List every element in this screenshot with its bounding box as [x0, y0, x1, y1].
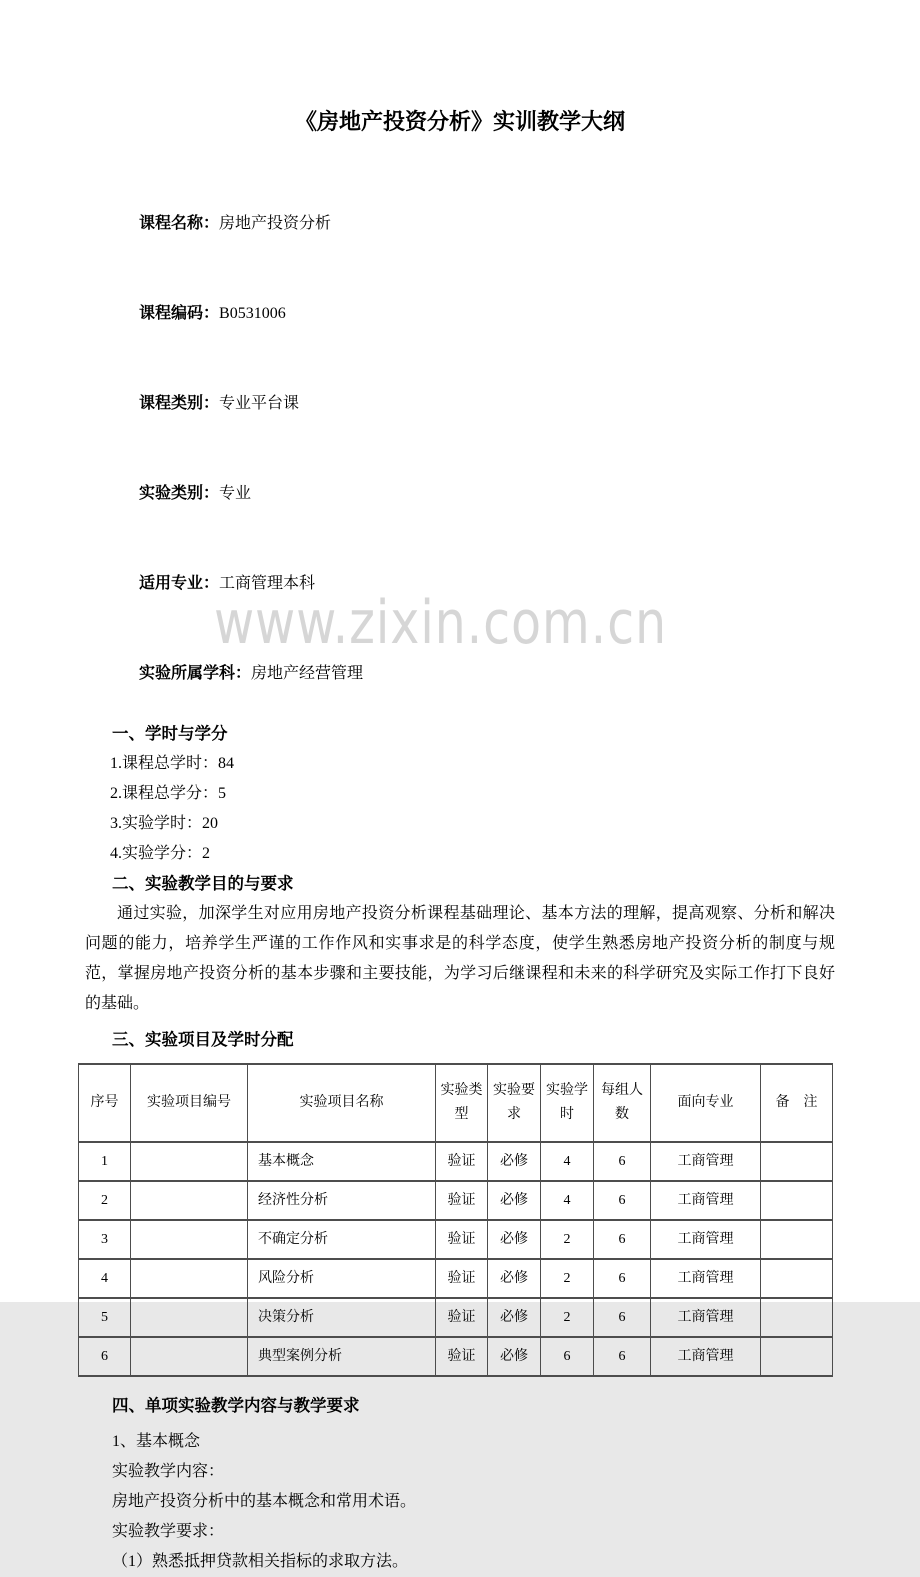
table-row	[79, 1181, 833, 1220]
cell-target-major: 工商管理	[651, 1298, 761, 1337]
cell-group-size: 6	[594, 1337, 651, 1376]
course-name-label: 课程名称：	[139, 215, 220, 232]
cell-exp-hours: 2	[541, 1298, 594, 1337]
teaching-requirement-label: 实验教学要求：	[112, 1523, 225, 1540]
cell-project-name: 不确定分析	[248, 1220, 436, 1259]
cell-group-size: 6	[594, 1220, 651, 1259]
cell-seq: 1	[79, 1142, 131, 1181]
cell-project-name: 风险分析	[248, 1259, 436, 1298]
col-header-remarks: 备 注	[761, 1064, 833, 1142]
cell-exp-type: 验证	[436, 1220, 488, 1259]
course-category-value: 专业平台课	[219, 395, 300, 412]
cell-project-code	[131, 1298, 248, 1337]
cell-exp-type: 验证	[436, 1337, 488, 1376]
section3-heading: 三、实验项目及学时分配	[112, 1031, 294, 1049]
section1-item-total-hours: 1.课程总学时：84	[110, 755, 235, 772]
experiment-category-value: 专业	[219, 485, 252, 502]
cell-remarks	[761, 1298, 833, 1337]
cell-project-code	[131, 1337, 248, 1376]
section1-item-lab-hours: 3.实验学时：20	[110, 815, 219, 832]
section4-heading: 四、单项实验教学内容与教学要求	[112, 1397, 360, 1415]
course-code-value: B0531006	[219, 305, 286, 322]
cell-seq: 4	[79, 1259, 131, 1298]
cell-project-name: 典型案例分析	[248, 1337, 436, 1376]
cell-exp-hours: 2	[541, 1220, 594, 1259]
cell-project-code	[131, 1142, 248, 1181]
cell-seq: 2	[79, 1181, 131, 1220]
course-name-value: 房地产投资分析	[219, 215, 332, 232]
experiment-discipline-value: 房地产经营管理	[251, 665, 364, 682]
col-header-exp-requirement: 实验要求	[488, 1064, 541, 1142]
table-header-row	[79, 1064, 833, 1142]
col-header-project-name: 实验项目名称	[248, 1064, 436, 1142]
cell-remarks	[761, 1337, 833, 1376]
teaching-content-text: 房地产投资分析中的基本概念和常用术语。	[112, 1493, 417, 1510]
cell-remarks	[761, 1142, 833, 1181]
cell-exp-requirement: 必修	[488, 1259, 541, 1298]
cell-exp-hours: 6	[541, 1337, 594, 1376]
cell-seq: 3	[79, 1220, 131, 1259]
table-row	[79, 1259, 833, 1298]
cell-group-size: 6	[594, 1298, 651, 1337]
cell-exp-requirement: 必修	[488, 1142, 541, 1181]
cell-exp-type: 验证	[436, 1142, 488, 1181]
page-title: 《房地产投资分析》实训教学大纲	[294, 109, 625, 134]
cell-group-size: 6	[594, 1259, 651, 1298]
cell-project-name: 决策分析	[248, 1298, 436, 1337]
col-header-exp-hours: 实验学时	[541, 1064, 594, 1142]
table-row	[79, 1142, 833, 1181]
cell-project-code	[131, 1181, 248, 1220]
course-category-label: 课程类别：	[139, 395, 220, 412]
course-code-label: 课程编码：	[139, 305, 220, 322]
course-info-line	[115, 269, 835, 359]
section2-heading: 二、实验教学目的与要求	[112, 875, 294, 893]
cell-group-size: 6	[594, 1142, 651, 1181]
course-info-line	[115, 359, 835, 449]
col-header-exp-type: 实验类型	[436, 1064, 488, 1142]
section1-item-lab-credits: 4.实验学分：2	[110, 845, 211, 862]
course-info-line	[115, 449, 835, 539]
table-row	[79, 1298, 833, 1337]
experiment-category-label: 实验类别：	[139, 485, 220, 502]
course-info-line	[115, 539, 835, 629]
cell-project-code	[131, 1220, 248, 1259]
cell-exp-requirement: 必修	[488, 1181, 541, 1220]
cell-target-major: 工商管理	[651, 1142, 761, 1181]
cell-exp-hours: 4	[541, 1181, 594, 1220]
table-row	[79, 1337, 833, 1376]
applicable-major-value: 工商管理本科	[219, 575, 316, 592]
cell-exp-type: 验证	[436, 1181, 488, 1220]
col-header-target-major: 面向专业	[651, 1064, 761, 1142]
col-header-project-code: 实验项目编号	[131, 1064, 248, 1142]
watermark-text: www.zixin.com.cn	[214, 588, 668, 658]
teaching-requirement-item: （1）熟悉抵押贷款相关指标的求取方法。	[112, 1553, 409, 1570]
course-info-line	[115, 629, 835, 719]
col-header-seq: 序号	[79, 1064, 131, 1142]
table-row	[79, 1220, 833, 1259]
section1-heading: 一、学时与学分	[112, 725, 228, 743]
applicable-major-label: 适用专业：	[139, 575, 220, 592]
cell-exp-hours: 4	[541, 1142, 594, 1181]
section4-subheading: 1、基本概念	[112, 1433, 201, 1450]
cell-exp-type: 验证	[436, 1259, 488, 1298]
cell-exp-requirement: 必修	[488, 1337, 541, 1376]
section1-item-total-credits: 2.课程总学分：5	[110, 785, 227, 802]
cell-seq: 6	[79, 1337, 131, 1376]
course-info-line	[115, 179, 835, 269]
cell-project-name: 经济性分析	[248, 1181, 436, 1220]
cell-remarks	[761, 1181, 833, 1220]
section2-paragraph: 通过实验，加深学生对应用房地产投资分析课程基础理论、基本方法的理解，提高观察、分析和解决问题的能力，培养学生严谨的工作作风和实事求是的科学态度，使学生熟悉房地产投资分析的制度与规范，掌握房地产投资分析的基本步骤和主要技能，为学习后继课程和未来的科学研究及实际工作打下良好的基础。	[85, 905, 835, 1012]
teaching-content-label: 实验教学内容：	[112, 1463, 225, 1480]
col-header-group-size: 每组人数	[594, 1064, 651, 1142]
cell-exp-requirement: 必修	[488, 1298, 541, 1337]
cell-seq: 5	[79, 1298, 131, 1337]
cell-project-name: 基本概念	[248, 1142, 436, 1181]
cell-project-code	[131, 1259, 248, 1298]
cell-target-major: 工商管理	[651, 1259, 761, 1298]
cell-target-major: 工商管理	[651, 1220, 761, 1259]
cell-remarks	[761, 1220, 833, 1259]
cell-exp-hours: 2	[541, 1259, 594, 1298]
cell-exp-type: 验证	[436, 1298, 488, 1337]
cell-target-major: 工商管理	[651, 1337, 761, 1376]
experiment-schedule-table	[78, 1063, 833, 1377]
cell-target-major: 工商管理	[651, 1181, 761, 1220]
cell-group-size: 6	[594, 1181, 651, 1220]
cell-remarks	[761, 1259, 833, 1298]
experiment-discipline-label: 实验所属学科：	[139, 665, 252, 682]
cell-exp-requirement: 必修	[488, 1220, 541, 1259]
